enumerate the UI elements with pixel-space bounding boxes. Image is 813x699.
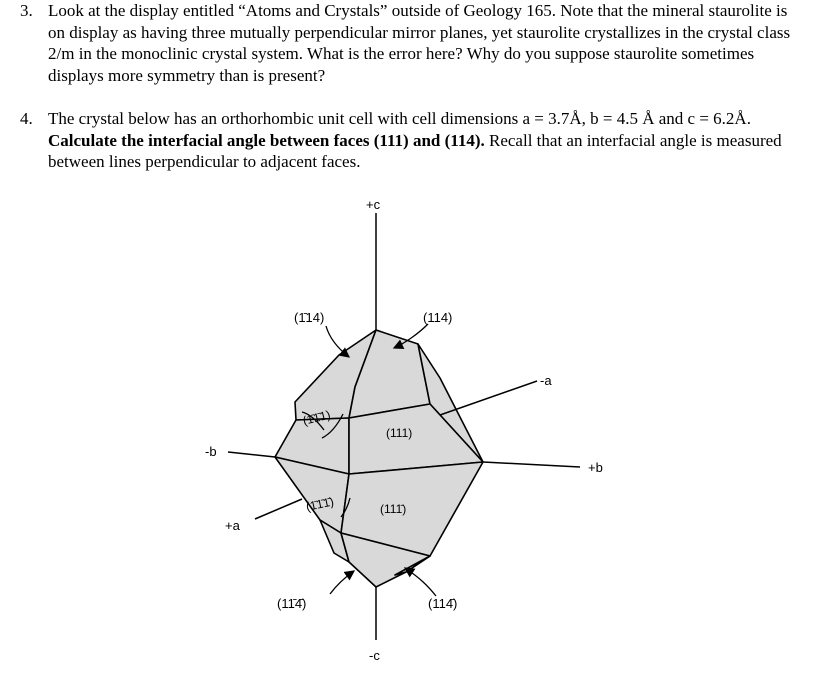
axis-label-plus-a: +a bbox=[225, 518, 240, 533]
question-4-text-before: The crystal below has an orthorhombic unit cell with cell dimensions a = 3.7Å, b = 4.5 Å and c = 6.2Å. bbox=[48, 109, 751, 128]
minus-a-axis-line bbox=[440, 381, 537, 415]
question-3-number: 3. bbox=[20, 1, 33, 20]
arrow-bottom-right bbox=[405, 568, 436, 596]
axis-label-plus-c: +c bbox=[366, 197, 381, 212]
axis-label-plus-b: +b bbox=[588, 460, 603, 475]
crystal-faces bbox=[275, 330, 483, 587]
axis-label-minus-c: -c bbox=[369, 648, 380, 663]
axis-label-minus-a: -a bbox=[540, 373, 552, 388]
face-label-lower-right: (111̄) bbox=[380, 502, 407, 516]
face-label-top-right: (114) bbox=[423, 310, 453, 325]
face-label-top-left: (1̄14) bbox=[294, 310, 325, 325]
face-label-upper-right: (111) bbox=[386, 426, 413, 440]
question-3-text: Look at the display entitled “Atoms and Crystals” outside of Geology 165. Note that the mineral staurolite is on display as having three mutually perpendicular mirror planes, yet staurolite crystallizes in the crystal class 2/m in the monoclinic crystal system. What is the error here? Why do you suppose staurolite sometimes displays more symmetry than is present? bbox=[48, 1, 791, 85]
plus-a-axis-line bbox=[255, 499, 302, 519]
minus-b-axis-line bbox=[228, 452, 275, 457]
face-label-upper-left: (1̄1̄1) bbox=[301, 407, 332, 428]
plus-b-axis-line bbox=[483, 462, 580, 467]
axis-label-minus-b: -b bbox=[205, 444, 217, 459]
face-label-bottom-right: (114̄) bbox=[428, 596, 458, 611]
question-4-number: 4. bbox=[20, 109, 33, 128]
arrow-bottom-left bbox=[330, 571, 354, 594]
face-label-lower-left: (1̄1̄1̄) bbox=[304, 494, 336, 514]
question-4-bold-instruction: Calculate the interfacial angle between faces (111) and (114). bbox=[48, 130, 485, 150]
face-label-bottom-left: (11̄4̄) bbox=[277, 596, 307, 611]
question-4-text-after: Recall that an interfacial angle is measured between lines perpendicular to adjacent faces. bbox=[48, 130, 782, 171]
